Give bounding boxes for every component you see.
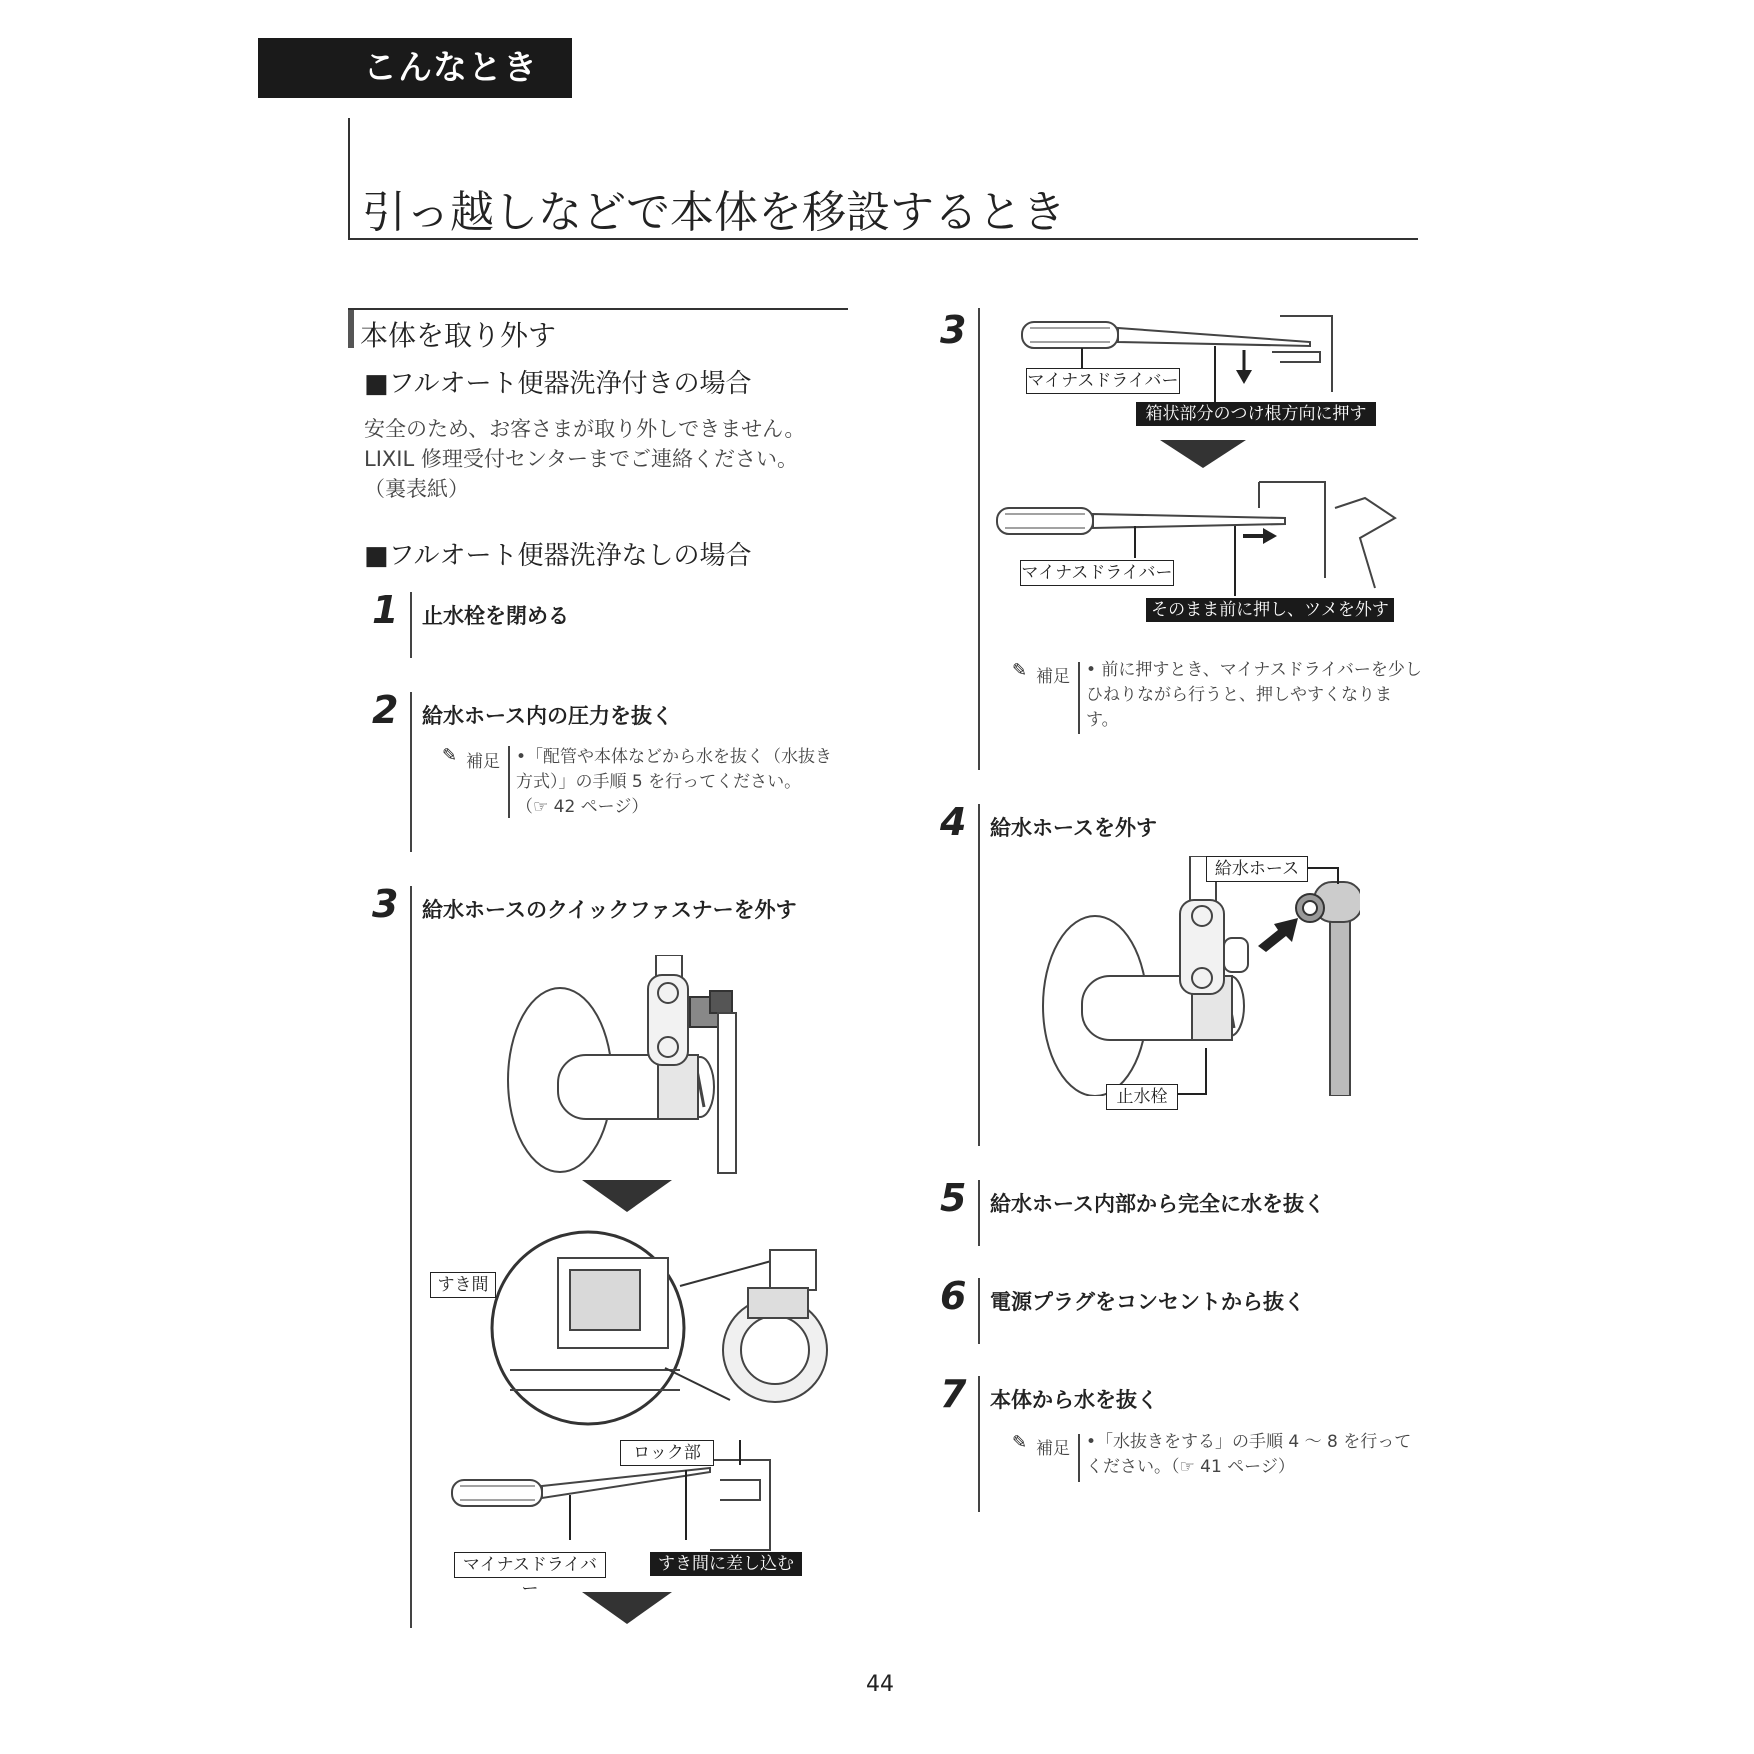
- label-push-forward: そのまま前に押し、ツメを外す: [1146, 598, 1394, 622]
- step-number: 2: [372, 688, 399, 732]
- arrow-down-icon: [582, 1592, 672, 1626]
- step-number: 7: [940, 1372, 967, 1416]
- step-text: 給水ホースを外す: [990, 816, 1157, 840]
- label-insert: すき間に差し込む: [650, 1552, 802, 1576]
- case2-heading: ■フルオート便器洗浄なしの場合: [364, 541, 752, 571]
- section-tag: こんなときは: [258, 38, 572, 98]
- label-gap: すき間: [430, 1272, 496, 1298]
- note-line: •「配管や本体などから水を抜く（水抜き: [516, 747, 833, 767]
- arrow-down-icon: [582, 1180, 672, 1214]
- title-rule-vertical: [348, 118, 350, 240]
- step-text: 給水ホース内の圧力を抜く: [422, 704, 673, 728]
- section-marker: [348, 310, 354, 348]
- section-title: 本体を取り外す: [360, 319, 557, 352]
- case1-text: [364, 414, 805, 504]
- label-valve: 止水栓: [1106, 1084, 1178, 1110]
- step-rule: [978, 804, 980, 1146]
- note-line: （☞ 42 ページ）: [516, 797, 649, 817]
- note-line: ひねりながら行うと、押しやすくなりま: [1086, 685, 1392, 705]
- note-label: 補足: [1036, 667, 1070, 687]
- label-lock: ロック部: [620, 1440, 714, 1466]
- case1-line: （裏表紙）: [364, 477, 469, 501]
- valve-fastener-illustration: [500, 955, 780, 1175]
- label-hose: 給水ホース: [1206, 856, 1308, 882]
- step-rule: [410, 692, 412, 852]
- step-text: 給水ホースのクイックファスナーを外す: [422, 898, 797, 922]
- step-number: 6: [940, 1274, 967, 1318]
- step-number: 4: [940, 800, 967, 844]
- label-driver: マイナスドライバー: [1020, 560, 1174, 586]
- label-push-base: 箱状部分のつけ根方向に押す: [1136, 402, 1376, 426]
- pencil-icon: ✎: [442, 745, 458, 766]
- case1-heading: ■フルオート便器洗浄付きの場合: [364, 369, 752, 399]
- step-rule: [410, 592, 412, 658]
- note-text: [1086, 658, 1422, 733]
- label-driver: マイナスドライバー: [454, 1552, 606, 1578]
- step-text: 電源プラグをコンセントから抜く: [990, 1290, 1305, 1314]
- hose-detach-illustration: [1030, 856, 1360, 1096]
- note-line: 方式）」の手順 5 を行ってください。: [516, 772, 802, 792]
- case1-line: LIXIL 修理受付センターまでご連絡ください。: [364, 447, 799, 471]
- page-title: 引っ越しなどで本体を移設するとき: [362, 187, 1066, 238]
- step-rule: [978, 308, 980, 770]
- note-text: [516, 745, 832, 820]
- step-rule: [978, 1180, 980, 1246]
- step-number: 5: [940, 1176, 967, 1220]
- pencil-icon: ✎: [1012, 660, 1028, 681]
- note-text: [1086, 1430, 1411, 1480]
- note-label: 補足: [1036, 1439, 1070, 1459]
- step-text: 給水ホース内部から完全に水を抜く: [990, 1192, 1325, 1216]
- step-number: 1: [372, 588, 399, 632]
- step-rule: [978, 1278, 980, 1344]
- note-rule: [1078, 662, 1080, 734]
- note-line: す。: [1086, 710, 1119, 730]
- section-rule: [348, 308, 848, 310]
- note-line: ください。（☞ 41 ページ）: [1086, 1457, 1295, 1477]
- step-rule: [978, 1376, 980, 1512]
- note-rule: [508, 746, 510, 818]
- label-driver: マイナスドライバー: [1026, 368, 1180, 394]
- note-label: 補足: [466, 752, 500, 772]
- step-rule: [410, 886, 412, 1628]
- note-line: •「水抜きをする」の手順 4 〜 8 を行って: [1086, 1432, 1412, 1452]
- case1-line: 安全のため、お客さまが取り外しできません。: [364, 417, 806, 441]
- note-rule: [1078, 1434, 1080, 1482]
- step-number: 3: [372, 882, 399, 926]
- pencil-icon: ✎: [1012, 1432, 1028, 1453]
- step-text: 止水栓を閉める: [422, 604, 569, 628]
- step-number: 3: [940, 308, 967, 352]
- fastener-zoom-illustration: [430, 1220, 830, 1440]
- page-number: 44: [866, 1672, 894, 1697]
- screwdriver-insert-illustration: [440, 1440, 790, 1560]
- step-text: 本体から水を抜く: [990, 1388, 1158, 1412]
- arrow-down-icon: [1160, 440, 1246, 470]
- note-line: • 前に押すとき、マイナスドライバーを少し: [1086, 660, 1422, 680]
